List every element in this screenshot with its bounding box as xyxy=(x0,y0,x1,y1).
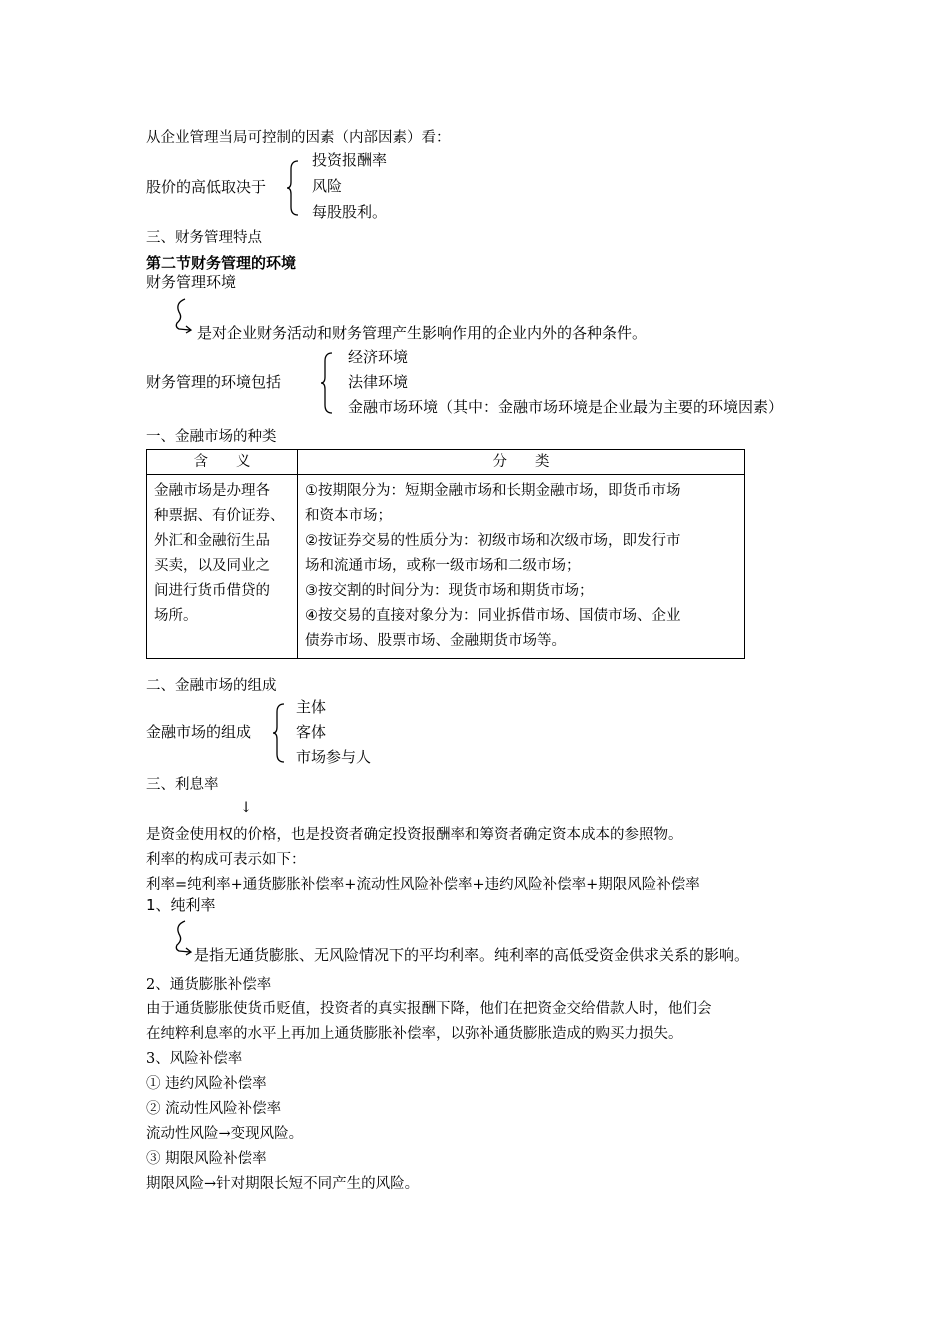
env-includes-label: 财务管理的环境包括 xyxy=(146,373,282,391)
meaning-line: 金融市场是办理各 xyxy=(154,483,270,499)
classification-line: ③按交割的时间分为：现货市场和期货市场； xyxy=(305,583,594,599)
section-title: 二、金融市场的组成 xyxy=(146,678,277,694)
risk-note: 期限风险→针对期限长短不同产生的风险。 xyxy=(146,1176,420,1192)
inflation-line: 在纯粹利息率的水平上再加上通货膨胀补偿率，以弥补通货膨胀造成的购买力损失。 xyxy=(146,1026,683,1042)
table-row xyxy=(147,475,745,659)
down-arrow-icon: ↓ xyxy=(240,800,253,816)
classification-line: ②按证券交易的性质分为：初级市场和次级市场，即发行市 xyxy=(305,533,681,549)
meaning-cell xyxy=(147,475,298,659)
composition-label: 金融市场的组成 xyxy=(146,723,252,741)
risk-note: 流动性风险→变现风险。 xyxy=(146,1126,304,1142)
intro-text: 从企业管理当局可控制的因素（内部因素）看： xyxy=(146,130,451,146)
classification-line: 场和流通市场，或称一级市场和二级市场； xyxy=(305,558,581,574)
pure-rate-title: 1、纯利率 xyxy=(146,896,216,914)
env-definition: 是对企业财务活动和财务管理产生影响作用的企业内外的各种条件。 xyxy=(197,324,648,342)
curved-arrow-icon xyxy=(173,298,195,332)
stock-price-item: 风险 xyxy=(312,177,343,195)
composition-item: 市场参与人 xyxy=(296,748,372,766)
env-item: 经济环境 xyxy=(348,348,409,366)
composition-item: 主体 xyxy=(296,698,327,716)
classification-cell xyxy=(298,475,745,659)
meaning-line: 买卖，以及同业之 xyxy=(154,558,270,574)
table-header-row xyxy=(147,450,745,475)
classification-line: ④按交易的直接对象分为：同业拆借市场、国债市场、企业 xyxy=(305,608,681,624)
curved-arrow-icon xyxy=(173,920,195,954)
meaning-line: 场所。 xyxy=(154,608,198,624)
brace-icon xyxy=(272,703,286,763)
section-title: 三、财务管理特点 xyxy=(146,230,262,246)
risk-title: 3、风险补偿率 xyxy=(146,1051,243,1067)
meaning-line: 种票据、有价证券、 xyxy=(154,508,285,524)
risk-item: ② 流动性风险补偿率 xyxy=(146,1101,282,1117)
stock-price-item: 投资报酬率 xyxy=(312,151,388,169)
interest-definition: 是资金使用权的价格，也是投资者确定投资报酬率和筹资者确定资本成本的参照物。 xyxy=(146,827,683,843)
pure-rate-definition: 是指无通货膨胀、无风险情况下的平均利率。纯利率的高低受资金供求关系的影响。 xyxy=(194,946,750,964)
env-item: 法律环境 xyxy=(348,373,409,391)
composition-item: 客体 xyxy=(296,723,327,741)
inflation-title: 2、通货膨胀补偿率 xyxy=(146,977,272,993)
meaning-line: 间进行货币借贷的 xyxy=(154,583,270,599)
classification-line: ①按期限分为：短期金融市场和长期金融市场，即货币市场 xyxy=(305,483,681,499)
meaning-line: 外汇和金融衍生品 xyxy=(154,533,270,549)
section-title: 三、利息率 xyxy=(146,777,219,793)
brace-icon xyxy=(320,352,334,414)
table-header-meaning: 含义 xyxy=(147,450,298,475)
formula-intro: 利率的构成可表示如下： xyxy=(146,852,306,868)
classification-line: 债券市场、股票市场、金融期货市场等。 xyxy=(305,633,566,649)
table-header-classification: 分类 xyxy=(298,450,745,475)
risk-item: ① 违约风险补偿率 xyxy=(146,1076,267,1092)
stock-price-item: 每股股利。 xyxy=(312,203,388,221)
env-item: 金融市场环境（其中：金融市场环境是企业最为主要的环境因素） xyxy=(348,398,784,416)
inflation-line: 由于通货膨胀使货币贬值，投资者的真实报酬下降，他们在把资金交给借款人时，他们会 xyxy=(146,1001,712,1017)
risk-item: ③ 期限风险补偿率 xyxy=(146,1151,267,1167)
env-term: 财务管理环境 xyxy=(146,273,237,291)
classification-line: 和资本市场； xyxy=(305,508,392,524)
market-types-table xyxy=(146,449,745,659)
section-title: 一、金融市场的种类 xyxy=(146,429,277,445)
interest-formula: 利率=纯利率+通货膨胀补偿率+流动性风险补偿率+违约风险补偿率+期限风险补偿率 xyxy=(146,877,700,893)
brace-icon xyxy=(286,160,300,216)
chapter-title: 第二节财务管理的环境 xyxy=(146,254,297,272)
stock-price-label: 股价的高低取决于 xyxy=(146,178,267,196)
